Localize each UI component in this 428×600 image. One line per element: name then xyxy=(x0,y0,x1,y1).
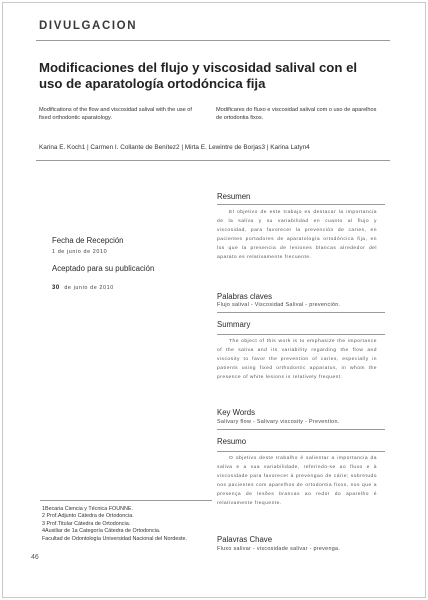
palavras-chave-text: Fluxo salivar - viscosidade salivar - prevenga. xyxy=(217,546,341,552)
footnote: 3 Prof.Titular Cátedra de Ortodoncia. xyxy=(42,520,131,527)
footnote: 1Becaria Ciencia y Técnica FOUNNE. xyxy=(42,506,133,512)
footnotes-rule xyxy=(40,500,212,501)
accepted-label: Aceptado para su publicación xyxy=(52,264,155,273)
reception-date: 1 de junio de 2010 xyxy=(52,249,108,255)
article-title: Modificaciones del flujo y viscosidad salival con el uso de aparatología ortodóncica fija xyxy=(39,60,358,91)
key-words-rule xyxy=(217,429,385,430)
footnote: Facultad de Odontología Universidad Nacional del Nordeste. xyxy=(42,535,188,542)
authors-line: Karina E. Koch1 | Carmen I. Collante de Benítez2 | Mirta E. Lewintre de Borjas3 | Karina Latyn4 xyxy=(39,144,310,151)
key-words-text: Salivary flow - Salivary viscosity - Prevention. xyxy=(217,419,340,425)
accepted-date: de junio de 2010 xyxy=(64,285,114,291)
summary-rule xyxy=(217,334,385,335)
header-rule xyxy=(36,40,390,41)
resumo-text: O objetivo deste trabalho é salientar a importancia da saliva e a sua variabilidade, referindo-se ao fluxo e à viscosidade para favorecer à prevengao de cárie; sobretudo nos pacientes com aparelhos de ortodontia fixos, nos que a presença de lesões brancas ao redor do aparelho é relativamente frequente. xyxy=(217,456,377,506)
reception-block xyxy=(52,236,124,255)
footnotes xyxy=(42,506,212,543)
palabras-claves-heading: Palabras claves xyxy=(217,292,273,301)
resumo-heading: Resumo xyxy=(217,437,247,446)
palavras-chave-heading: Palavras Chave xyxy=(217,535,273,544)
footnote: 2 Prof.Adjunto Cátedra de Ortodoncia. xyxy=(42,513,134,520)
palabras-claves-text: Flujo salival - Viscosidad Salival - prevención. xyxy=(217,302,341,308)
key-words-heading: Key Words xyxy=(217,408,255,417)
resumen-rule xyxy=(217,204,385,205)
footnote: 4Auxiliar de 1a Categoría Cátedra de Ortodoncia. xyxy=(42,528,161,535)
section-label: DIVULGACION xyxy=(39,20,138,32)
resumen-text: El objetivo de este trabajo es destacar la importancia de la saliva y su variabilidad en cuanto al flujo y viscosidad, para favorecer la prevención de caries, en pacientes portadores de aparatología ortodóncica fija, en los que la presencia de lesiones blancas alrededor del aparato es relativamente frecuente. xyxy=(217,210,377,260)
title-english: Modifications of the flow and viscosidad salival with the use of fixed orthodontic aparatology. xyxy=(39,107,192,122)
resumo-rule xyxy=(217,451,385,452)
title-portuguese: Modificares do fluxo e viscosidad salival com o uso de aparelhos de ortodontia fixos. xyxy=(216,107,377,122)
resumen-heading: Resumen xyxy=(217,192,251,201)
palabras-rule xyxy=(217,312,385,313)
accepted-block xyxy=(52,264,154,294)
reception-label: Fecha de Recepción xyxy=(52,236,124,245)
summary-heading: Summary xyxy=(217,320,251,329)
page-number: 46 xyxy=(31,554,39,561)
accepted-day: 30 xyxy=(52,285,60,291)
authors-rule xyxy=(36,160,390,161)
summary-text: The object of this work is to emphasize the importance of the saliva and its variability regarding the flow and viscosity to favor the prevention of caries, especially in patients using fixed orthodontic apparatus, in whom the presence of white lesions is relatively frequent. xyxy=(217,339,377,380)
